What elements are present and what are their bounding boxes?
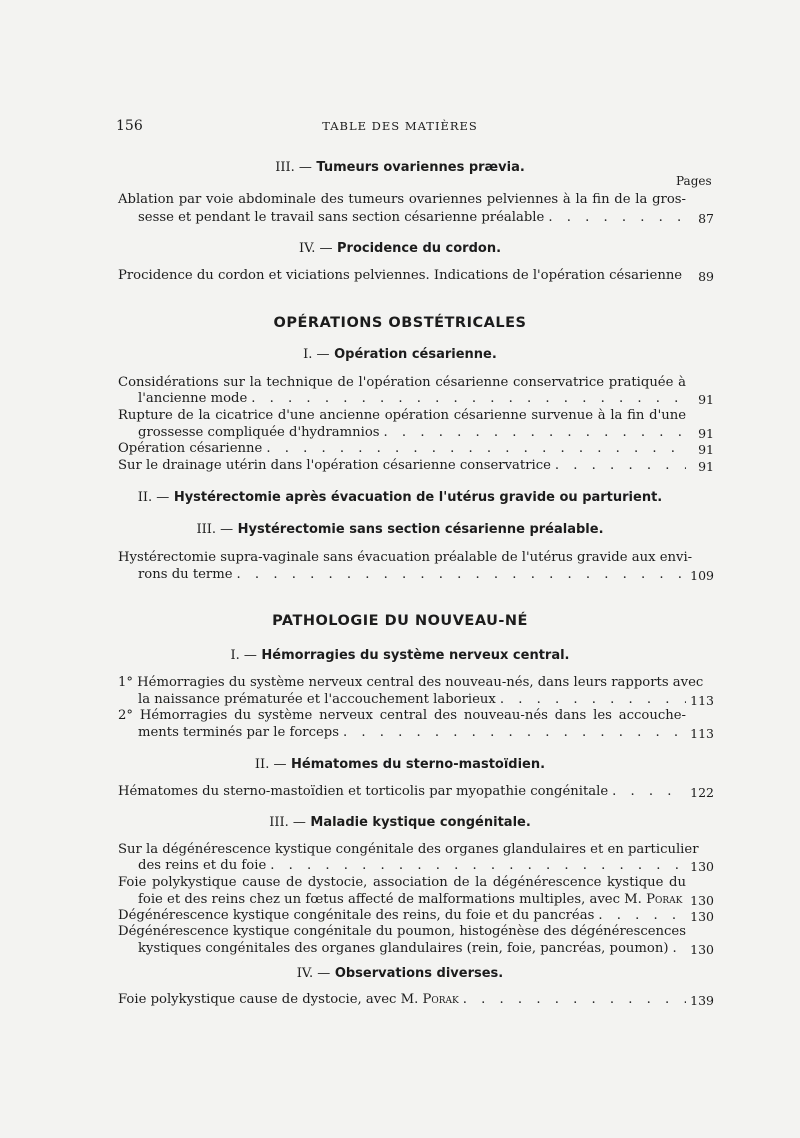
toc-entry-line: Hématomes du sterno-mastoïdien et torticolis par myopathie congénitale . . . xyxy=(118,784,686,800)
toc-entry-line: Sur la dégénérescence kystique congénitale des organes glandulaires et en particulier xyxy=(118,842,699,857)
section-heading: III. — Hystérectomie sans section césarienne préalable. xyxy=(196,522,604,537)
toc-entry-line: ments terminés par le forceps . . . xyxy=(138,725,686,741)
toc-page-number: 130 xyxy=(690,942,714,957)
pages-column-label: Pages xyxy=(676,174,712,188)
part-heading: PATHOLOGIE DU NOUVEAU-NÉ xyxy=(272,613,528,629)
toc-entry-line: Considérations sur la technique de l'opération césarienne conservatrice pratiquée à xyxy=(118,375,686,390)
toc-entry-line: des reins et du foie . . . xyxy=(138,858,686,874)
toc-entry-line: rons du terme . . . xyxy=(138,567,686,583)
toc-entry-line: 1° Hémorragies du système nerveux central des nouveau-nés, dans leurs rapports avec xyxy=(118,675,704,690)
toc-entry-line: Foie polykystique cause de dystocie, association de la dégénérescence kystique du xyxy=(118,875,686,890)
toc-entry-line: 2° Hémorragies du système nerveux central des nouveau-nés dans les accouche- xyxy=(118,708,686,723)
section-heading: II. — Hématomes du sterno-mastoïdien. xyxy=(254,757,546,772)
toc-page-number: 91 xyxy=(698,442,714,457)
toc-page-number: 91 xyxy=(698,459,714,474)
section-heading: III. — Tumeurs ovariennes prævia. xyxy=(275,160,525,175)
toc-entry-line: Procidence du cordon et viciations pelviennes. Indications de l'opération césarienne xyxy=(118,268,683,283)
toc-page-number: 91 xyxy=(698,426,714,441)
toc-page-number: 113 xyxy=(690,693,714,708)
toc-entry-line: foie et des reins chez un fœtus affecté de malformations multiples, avec M. Porak xyxy=(138,892,683,907)
toc-page-number: 122 xyxy=(690,785,714,800)
toc-page-number: 109 xyxy=(690,568,714,583)
section-heading: III. — Maladie kystique congénitale. xyxy=(269,815,531,830)
toc-entry-line: Rupture de la cicatrice d'une ancienne opération césarienne survenue à la fin d'une xyxy=(118,408,686,423)
toc-entry-line: Foie polykystique cause de dystocie, avec M. Porak . . . xyxy=(118,992,686,1008)
toc-entry-line: sesse et pendant le travail sans section césarienne préalable . . . xyxy=(138,210,686,226)
toc-entry-line: Ablation par voie abdominale des tumeurs ovariennes pelviennes à la fin de la gros- xyxy=(118,192,686,207)
running-title: TABLE DES MATIÈRES xyxy=(322,119,478,133)
toc-page-number: 139 xyxy=(690,993,714,1008)
toc-page-number: 89 xyxy=(698,269,714,284)
toc-entry-line: Dégénérescence kystique congénitale des reins, du foie et du pancréas . . . xyxy=(118,908,686,924)
part-heading: OPÉRATIONS OBSTÉTRICALES xyxy=(273,315,527,331)
section-heading: I. — Hémorragies du système nerveux central. xyxy=(230,648,570,663)
page-number: 156 xyxy=(116,118,143,134)
toc-page-number: 91 xyxy=(698,392,714,407)
section-heading: II. — Hystérectomie après évacuation de l'utérus gravide ou parturient. xyxy=(137,490,663,505)
section-heading: I. — Opération césarienne. xyxy=(303,347,497,362)
section-heading: IV. — Procidence du cordon. xyxy=(298,241,502,256)
toc-entry-line: kystiques congénitales des organes glandulaires (rein, foie, pancréas, poumon) . . . xyxy=(138,941,686,957)
toc-entry-line: Dégénérescence kystique congénitale du poumon, histogénèse des dégénérescences xyxy=(118,924,686,939)
toc-entry-line: Sur le drainage utérin dans l'opération césarienne conservatrice . . . xyxy=(118,458,686,474)
toc-entry-line: Opération césarienne . . . xyxy=(118,441,686,457)
toc-page-number: 113 xyxy=(690,726,714,741)
toc-page-number: 130 xyxy=(690,859,714,874)
toc-page-number: 130 xyxy=(690,893,714,908)
toc-page-number: 87 xyxy=(698,211,714,226)
toc-entry-line: grossesse compliquée d'hydramnios . . . xyxy=(138,425,686,441)
toc-entry-line: la naissance prématurée et l'accouchement laborieux . . . xyxy=(138,692,686,708)
toc-entry-line: Hystérectomie supra-vaginale sans évacuation préalable de l'utérus gravide aux envi- xyxy=(118,550,693,565)
section-heading: IV. — Observations diverses. xyxy=(296,966,504,981)
toc-entry-line: l'ancienne mode . . . xyxy=(138,391,686,407)
toc-page-number: 130 xyxy=(690,909,714,924)
